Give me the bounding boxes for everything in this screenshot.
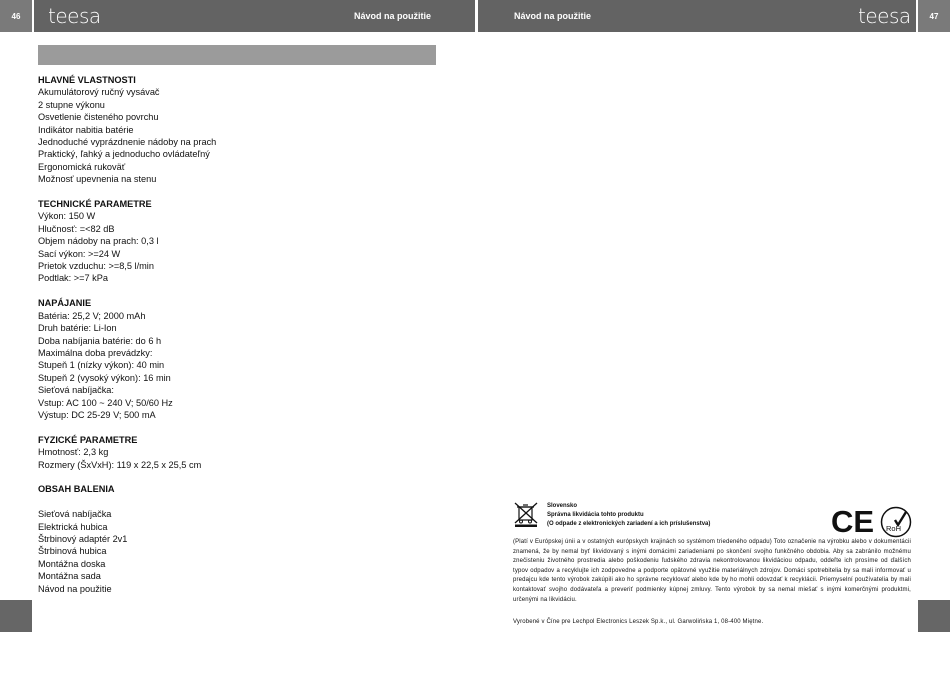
spec-line: Montážna doska: [38, 558, 106, 569]
spec-line: Sací výkon: >=24 W: [38, 248, 121, 259]
spec-line: Výstup: DC 25-29 V; 500 mA: [38, 409, 156, 420]
page-number-left: 46: [0, 0, 32, 32]
teesa-logo-left: teesa: [48, 4, 101, 28]
weee-bin-icon: [513, 501, 539, 527]
spec-line: Možnosť upevnenia na stenu: [38, 174, 157, 185]
spec-line: Sieťová nabíjačka:: [38, 385, 114, 396]
section-gap: [38, 186, 438, 198]
spec-content: [38, 74, 438, 595]
spec-line: Praktický, ľahký a jednoducho ovládateľný: [38, 149, 210, 160]
section-gap: [38, 285, 438, 297]
section-gap: [38, 471, 438, 483]
spec-line: Montážna sada: [38, 571, 101, 582]
section-banner: [38, 45, 436, 65]
section-gap: [38, 421, 438, 433]
teesa-logo-right: teesa: [858, 4, 911, 28]
spec-line: Návod na použitie: [38, 583, 112, 594]
section-title: OBSAH BALENIA: [38, 484, 115, 495]
side-tab-left: [0, 600, 32, 632]
spec-line: Objem nádoby na prach: 0,3 l: [38, 236, 159, 247]
spec-line: Sieťová nabíjačka: [38, 509, 112, 520]
spec-line: Rozmery (ŠxVxH): 119 x 22,5 x 25,5 cm: [38, 459, 202, 470]
ce-mark-icon: [830, 506, 874, 536]
section-title: NAPÁJANIE: [38, 298, 92, 309]
spec-line: Osvetlenie čisteného povrchu: [38, 112, 159, 123]
svg-text:CE: CE: [831, 506, 874, 536]
header-title-left: Návod na použitie: [354, 11, 432, 21]
spec-line: Batéria: 25,2 V; 2000 mAh: [38, 310, 146, 321]
spec-line: Doba nabíjania batérie: do 6 h: [38, 335, 162, 346]
spec-line: [38, 496, 438, 508]
header-title-right: Návod na použitie: [514, 11, 592, 21]
spec-line: Jednoduché vyprázdnenie nádoby na prach: [38, 137, 217, 148]
spec-line: Maximálna doba prevádzky:: [38, 347, 153, 358]
spec-line: Akumulátorový ručný vysávač: [38, 87, 160, 98]
spec-line: Druh batérie: Li-Ion: [38, 323, 117, 334]
section-title: HLAVNÉ VLASTNOSTI: [38, 75, 136, 85]
spec-line: Štrbinový adaptér 2v1: [38, 533, 128, 544]
side-tab-right: [918, 600, 950, 632]
spec-line: Podtlak: >=7 kPa: [38, 273, 108, 284]
svg-text:RoH: RoH: [886, 524, 902, 533]
disposal-subtitle: (O odpade z elektronických zariadení a ich príslušenstva): [547, 521, 711, 527]
spec-line: Výkon: 150 W: [38, 211, 96, 222]
rohs-mark-icon: [880, 506, 912, 538]
spec-line: Štrbinová hubica: [38, 546, 107, 557]
disposal-text: (Platí v Európskej únii a v ostatných európskych krajinách so systémom triedeného odpadu) Toto označenie na výrobku alebo v dokumentácii znamená, že by nemal byť likvidovaný s inými domácimi zariadeniami po skončení svojho funkčného obdobia. Aby sa zabránilo možnému znečisteniu životného prostredia alebo poškodeniu ľudského zdravia nekontrolovanou likvidáciou odpadu, oddeľte ich prosíme od ďalších typov odpadov a recyklujte ich zodpovedne a podporte opätovné využitie materiálnych zdrojov. Domáci spotrebitelia by sa mali informovať u predajcu kde tento výrobok zakúpili ako ho správne recyklovať alebo kde by ho mohli odovzdať k recyklácii. Priemyselní používatelia by mali kontaktovať svojho dodávateľa a preveriť podmienky kúpnej zmluvy. Tento výrobok by sa nemal miešať s inými komerčnými produktmi, určenými na likvidáciu.: [513, 539, 911, 603]
spec-line: 2 stupne výkonu: [38, 99, 105, 110]
manufacturer-line: Vyrobené v Číne pre Lechpol Electronics Leszek Sp.k., ul. Garwolińska 1, 08-400 Miętne.: [513, 619, 764, 625]
spec-line: Indikátor nabitia batérie: [38, 124, 134, 135]
spec-line: Vstup: AC 100 ~ 240 V; 50/60 Hz: [38, 397, 173, 408]
spec-line: Hmotnosť: 2,3 kg: [38, 447, 109, 458]
section-title: TECHNICKÉ PARAMETRE: [38, 199, 152, 210]
spec-line: Stupeň 2 (vysoký výkon): 16 min: [38, 372, 171, 383]
section-title: FYZICKÉ PARAMETRE: [38, 434, 138, 445]
spec-line: Stupeň 1 (nízky výkon): 40 min: [38, 360, 165, 371]
spec-line: Ergonomická rukoväť: [38, 161, 126, 172]
spec-line: Elektrická hubica: [38, 521, 108, 532]
disposal-language: Slovensko: [547, 503, 578, 509]
spec-line: Prietok vzduchu: >=8,5 l/min: [38, 261, 154, 272]
disposal-title: Správna likvidácia tohto produktu: [547, 512, 644, 518]
page-number-right: 47: [918, 0, 950, 32]
disposal-heading: [547, 502, 710, 529]
spec-line: Hlučnosť: =<82 dB: [38, 223, 115, 234]
